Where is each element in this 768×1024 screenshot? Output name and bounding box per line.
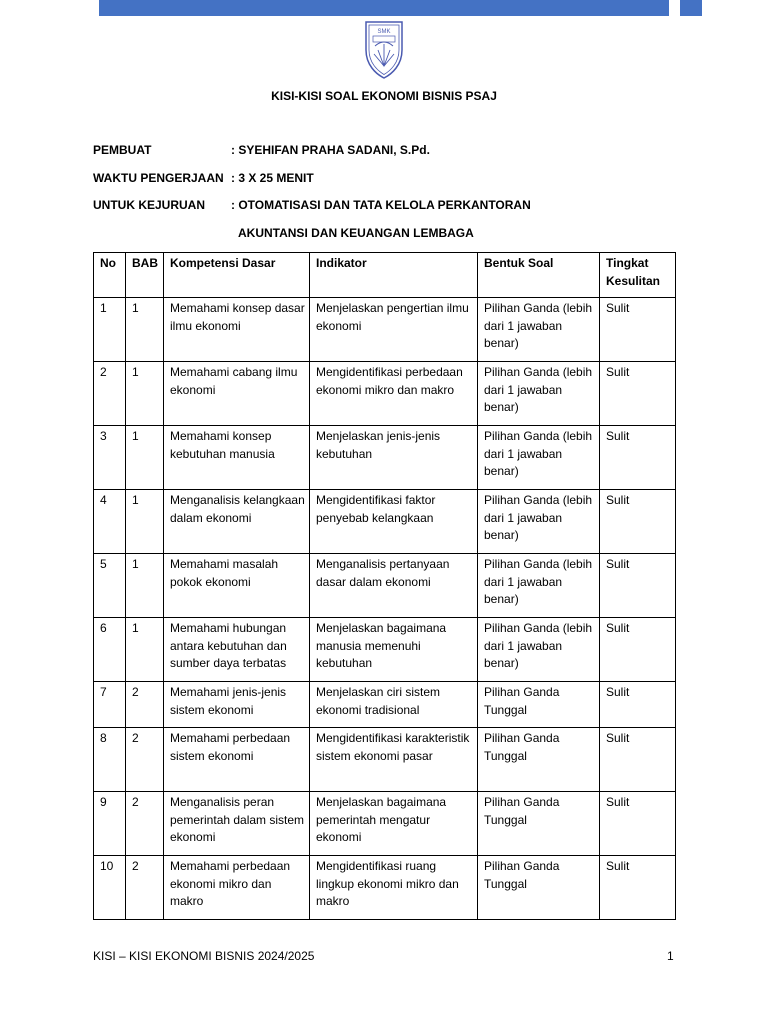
cell-bentuk-soal: Pilihan Ganda (lebih dari 1 jawaban benar): [478, 298, 600, 362]
cell-indikator: Mengidentifikasi ruang lingkup ekonomi mikro dan makro: [310, 856, 478, 920]
header-indikator: Indikator: [310, 253, 478, 298]
cell-bab: 1: [126, 426, 164, 490]
table-header-row: [94, 253, 676, 298]
cell-no: 4: [94, 490, 126, 554]
cell-bentuk-soal: Pilihan Ganda (lebih dari 1 jawaban benar): [478, 362, 600, 426]
table-row: [94, 298, 676, 362]
cell-tingkat: Sulit: [600, 618, 676, 682]
cell-tingkat: Sulit: [600, 856, 676, 920]
cell-bab: 1: [126, 618, 164, 682]
cell-bentuk-soal: Pilihan Ganda Tunggal: [478, 682, 600, 728]
cell-no: 3: [94, 426, 126, 490]
cell-indikator: Menjelaskan pengertian ilmu ekonomi: [310, 298, 478, 362]
cell-tingkat: Sulit: [600, 682, 676, 728]
table-row: [94, 554, 676, 618]
cell-kompetensi: Memahami perbedaan ekonomi mikro dan makro: [164, 856, 310, 920]
cell-bentuk-soal: Pilihan Ganda (lebih dari 1 jawaban benar): [478, 490, 600, 554]
cell-no: 5: [94, 554, 126, 618]
header-bab: BAB: [126, 253, 164, 298]
cell-tingkat: Sulit: [600, 426, 676, 490]
cell-tingkat: Sulit: [600, 728, 676, 792]
cell-no: 9: [94, 792, 126, 856]
table-row: [94, 426, 676, 490]
cell-bentuk-soal: Pilihan Ganda Tunggal: [478, 856, 600, 920]
cell-bab: 1: [126, 554, 164, 618]
cell-no: 1: [94, 298, 126, 362]
cell-kompetensi: Memahami cabang ilmu ekonomi: [164, 362, 310, 426]
cell-indikator: Mengidentifikasi karakteristik sistem ekonomi pasar: [310, 728, 478, 792]
cell-no: 6: [94, 618, 126, 682]
cell-indikator: Menjelaskan bagaimana manusia memenuhi kebutuhan: [310, 618, 478, 682]
footer-title: KISI – KISI EKONOMI BISNIS 2024/2025: [93, 949, 315, 963]
cell-bentuk-soal: Pilihan Ganda Tunggal: [478, 728, 600, 792]
cell-kompetensi: Memahami masalah pokok ekonomi: [164, 554, 310, 618]
header-no: No: [94, 253, 126, 298]
table-row: [94, 682, 676, 728]
meta-waktu-value: : 3 X 25 MENIT: [231, 171, 314, 185]
header-accent-block: [680, 0, 702, 16]
header-tingkat-kesulitan: Tingkat Kesulitan: [600, 253, 676, 298]
logo-text: SMK: [377, 29, 391, 35]
document-title: KISI-KISI SOAL EKONOMI BISNIS PSAJ: [271, 89, 497, 103]
kisi-table: [93, 252, 676, 920]
cell-no: 7: [94, 682, 126, 728]
cell-indikator: Menganalisis pertanyaan dasar dalam ekonomi: [310, 554, 478, 618]
table-row: [94, 490, 676, 554]
meta-pembuat-value: : SYEHIFAN PRAHA SADANI, S.Pd.: [231, 143, 430, 157]
cell-bab: 1: [126, 298, 164, 362]
cell-tingkat: Sulit: [600, 490, 676, 554]
cell-kompetensi: Memahami konsep dasar ilmu ekonomi: [164, 298, 310, 362]
header-accent-bar: [99, 0, 669, 16]
cell-kompetensi: Memahami hubungan antara kebutuhan dan sumber daya terbatas: [164, 618, 310, 682]
meta-kejuruan-value-2: AKUNTANSI DAN KEUANGAN LEMBAGA: [238, 226, 474, 240]
table-row: [94, 856, 676, 920]
cell-kompetensi: Menganalisis kelangkaan dalam ekonomi: [164, 490, 310, 554]
school-crest-icon: [364, 20, 404, 80]
cell-bentuk-soal: Pilihan Ganda Tunggal: [478, 792, 600, 856]
table-row: [94, 362, 676, 426]
cell-no: 2: [94, 362, 126, 426]
header-bentuk-soal: Bentuk Soal: [478, 253, 600, 298]
header-kompetensi-dasar: Kompetensi Dasar: [164, 253, 310, 298]
meta-pembuat-label: PEMBUAT: [93, 143, 152, 157]
cell-bab: 1: [126, 362, 164, 426]
cell-indikator: Mengidentifikasi faktor penyebab kelangkaan: [310, 490, 478, 554]
cell-tingkat: Sulit: [600, 792, 676, 856]
cell-kompetensi: Memahami perbedaan sistem ekonomi: [164, 728, 310, 792]
cell-tingkat: Sulit: [600, 362, 676, 426]
cell-no: 10: [94, 856, 126, 920]
cell-tingkat: Sulit: [600, 298, 676, 362]
table-row: [94, 792, 676, 856]
cell-indikator: Menjelaskan ciri sistem ekonomi tradisional: [310, 682, 478, 728]
page-number: 1: [667, 949, 674, 963]
table-row: [94, 618, 676, 682]
table-row: [94, 728, 676, 792]
cell-bentuk-soal: Pilihan Ganda (lebih dari 1 jawaban benar): [478, 618, 600, 682]
cell-kompetensi: Memahami jenis-jenis sistem ekonomi: [164, 682, 310, 728]
cell-indikator: Mengidentifikasi perbedaan ekonomi mikro dan makro: [310, 362, 478, 426]
cell-indikator: Menjelaskan jenis-jenis kebutuhan: [310, 426, 478, 490]
cell-bab: 1: [126, 490, 164, 554]
cell-kompetensi: Memahami konsep kebutuhan manusia: [164, 426, 310, 490]
cell-kompetensi: Menganalisis peran pemerintah dalam sistem ekonomi: [164, 792, 310, 856]
cell-bab: 2: [126, 792, 164, 856]
cell-no: 8: [94, 728, 126, 792]
cell-bentuk-soal: Pilihan Ganda (lebih dari 1 jawaban benar): [478, 426, 600, 490]
meta-waktu-label: WAKTU PENGERJAAN: [93, 171, 224, 185]
meta-kejuruan-label: UNTUK KEJURUAN: [93, 198, 206, 212]
cell-indikator: Menjelaskan bagaimana pemerintah mengatur ekonomi: [310, 792, 478, 856]
cell-bentuk-soal: Pilihan Ganda (lebih dari 1 jawaban benar): [478, 554, 600, 618]
cell-tingkat: Sulit: [600, 554, 676, 618]
cell-bab: 2: [126, 728, 164, 792]
cell-bab: 2: [126, 856, 164, 920]
meta-kejuruan-value: : OTOMATISASI DAN TATA KELOLA PERKANTORAN: [231, 198, 531, 212]
cell-bab: 2: [126, 682, 164, 728]
